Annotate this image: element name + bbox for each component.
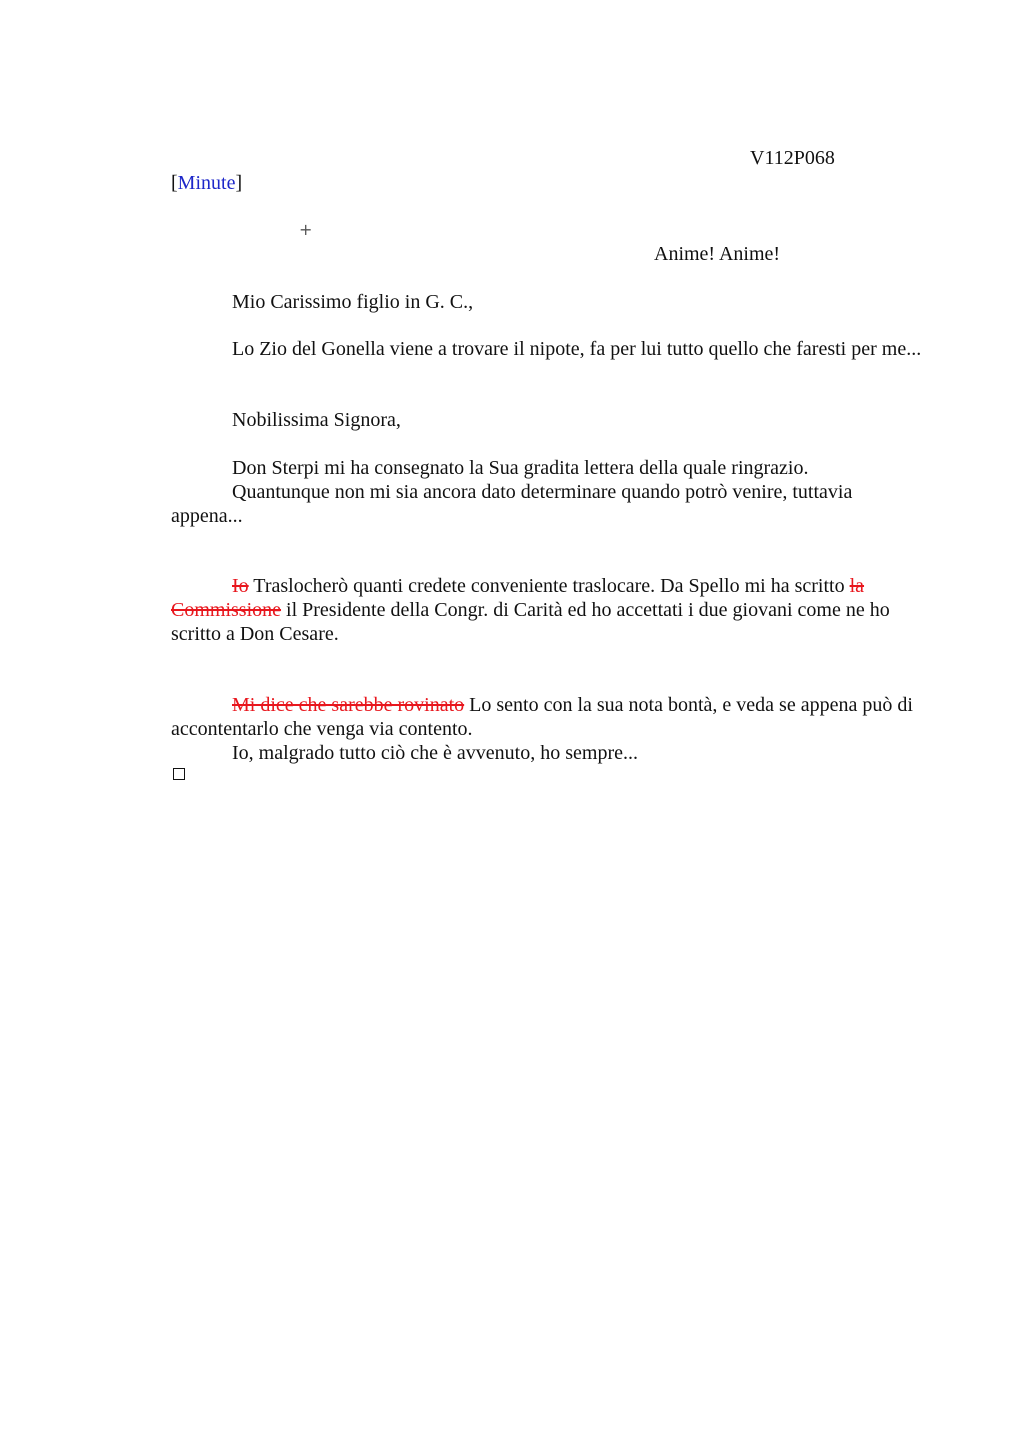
letter2-line1: Don Sterpi mi ha consegnato la Sua gradita lettera della quale ringrazio.: [232, 457, 809, 479]
motto: Anime! Anime!: [654, 243, 781, 265]
letter2-line2: Quantunque non mi sia ancora dato determinare quando potrò venire, tuttavia appena...: [171, 481, 853, 527]
fragment1-text-2: il Presidente della Congr. di Carità ed ho accettati i due giovani come ne ho scritto a Don Cesare.: [171, 599, 890, 645]
fragment2-line1: [171, 693, 923, 741]
letter2-salutation: Nobilissima Signora,: [232, 409, 401, 431]
minute-label: Minute: [177, 172, 236, 194]
cross-symbol: +: [299, 220, 313, 239]
deleted-text: Mi dice che sarebbe rovinato: [232, 694, 465, 716]
letter1-salutation: Mio Carissimo figlio in G. C.,: [232, 291, 474, 313]
fragment2-text-1: Lo sento con la sua nota bontà, e veda se appena può di accontentarlo che venga via contento.: [171, 694, 913, 740]
fragment1-paragraph: [171, 574, 923, 646]
deleted-text: Io: [232, 575, 249, 597]
letter2-body: [171, 456, 923, 528]
fragment2-paragraph: [171, 693, 923, 765]
fragment1-text-1: Traslocherò quanti credete conveniente traslocare. Da Spello mi ha scritto: [248, 575, 850, 597]
letter1-body: Lo Zio del Gonella viene a trovare il nipote, fa per lui tutto quello che faresti per me...: [232, 338, 922, 360]
bracket-close: ]: [235, 172, 243, 194]
reference-code: V112P068: [750, 147, 835, 169]
deleted-text: la Commissione: [171, 575, 865, 621]
bracket-open: [: [171, 172, 178, 194]
minute-tag: [171, 171, 242, 195]
fragment2-line2: Io, malgrado tutto ciò che è avvenuto, ho sempre...: [232, 742, 638, 764]
empty-checkbox-icon: [173, 768, 185, 780]
